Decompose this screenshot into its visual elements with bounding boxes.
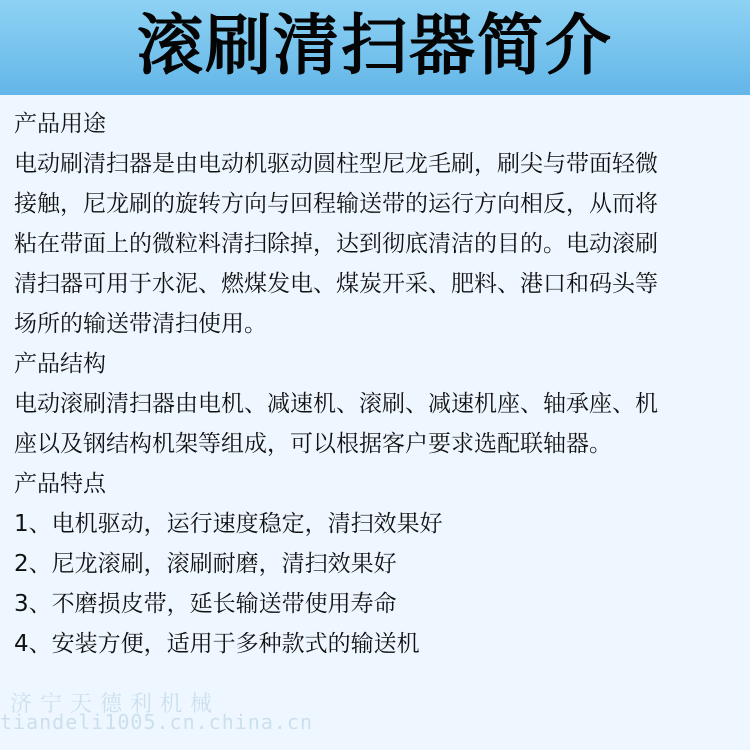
- section-heading-structure: 产品结构: [14, 351, 106, 377]
- feature-item: 3、不磨损皮带，延长输送带使用寿命: [14, 591, 397, 617]
- feature-item: 4、安装方便，适用于多种款式的输送机: [14, 631, 420, 657]
- watermark-brand: 济宁天德利机械: [10, 692, 221, 717]
- section-heading-usage: 产品用途: [14, 111, 106, 137]
- usage-line: 电动刷清扫器是由电动机驱动圆柱型尼龙毛刷，刷尖与带面轻微: [14, 151, 658, 177]
- feature-item: 1、电机驱动，运行速度稳定，清扫效果好: [14, 511, 443, 537]
- feature-item: 2、尼龙滚刷，滚刷耐磨，清扫效果好: [14, 551, 397, 577]
- usage-line: 粘在带面上的微粒料清扫除掉，达到彻底清洁的目的。电动滚刷: [14, 231, 658, 257]
- usage-line: 接触，尼龙刷的旋转方向与回程输送带的运行方向相反，从而将: [14, 191, 658, 217]
- usage-line: 场所的输送带清扫使用。: [14, 311, 267, 337]
- page-title: 滚刷清扫器简介: [137, 7, 613, 84]
- content-area: [0, 95, 750, 750]
- structure-line: 座以及钢结构机架等组成，可以根据客户要求选配联轴器。: [14, 431, 612, 457]
- usage-line: 清扫器可用于水泥、燃煤发电、煤炭开采、肥料、港口和码头等: [14, 271, 658, 297]
- watermark-url: tiandeli1005.cn.china.cn: [0, 710, 313, 734]
- section-heading-features: 产品特点: [14, 471, 106, 497]
- structure-line: 电动滚刷清扫器由电机、减速机、滚刷、减速机座、轴承座、机: [14, 391, 658, 417]
- title-banner: [0, 0, 750, 96]
